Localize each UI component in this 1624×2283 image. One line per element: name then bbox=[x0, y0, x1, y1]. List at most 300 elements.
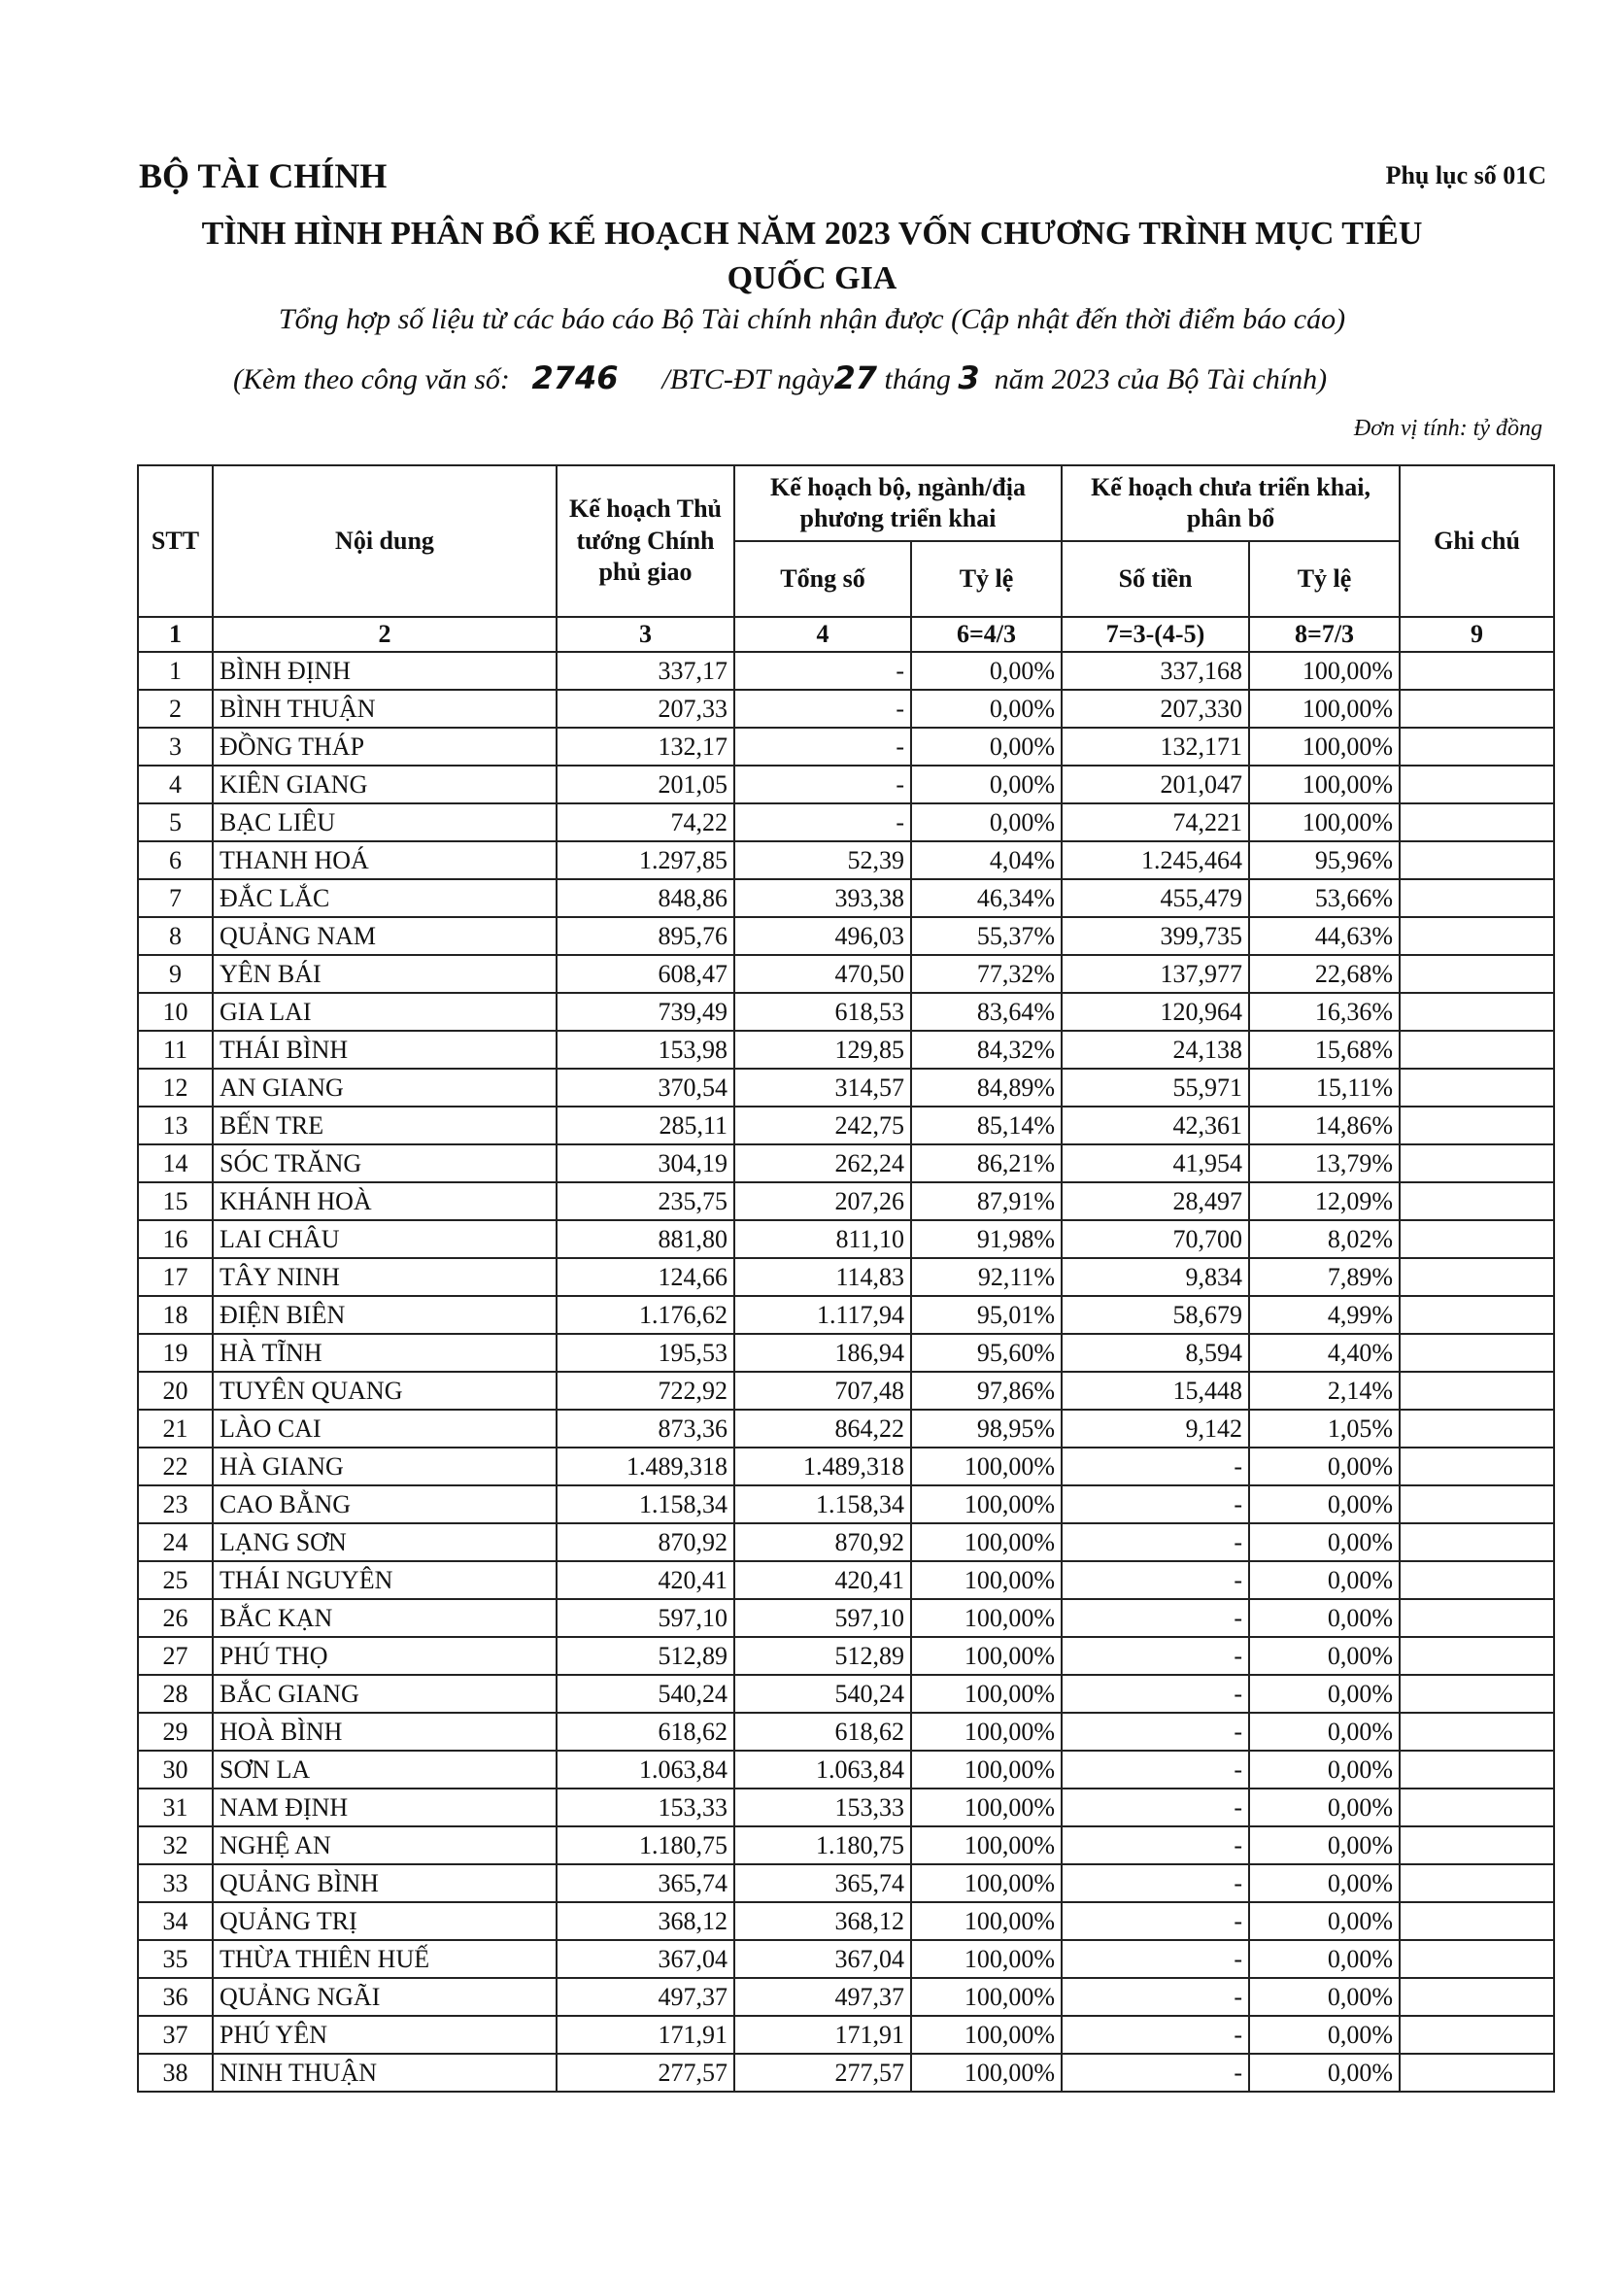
cell-province: TÂY NINH bbox=[213, 1258, 557, 1296]
cell-deployed-ratio: 100,00% bbox=[911, 1940, 1062, 1978]
cell-deployed-total: 1.063,84 bbox=[734, 1751, 911, 1789]
cell-deployed-total: 367,04 bbox=[734, 1940, 911, 1978]
table-row bbox=[138, 1069, 1554, 1107]
cell-province: THÁI NGUYÊN bbox=[213, 1561, 557, 1599]
cell-stt: 5 bbox=[138, 803, 213, 841]
table-row bbox=[138, 1334, 1554, 1372]
cell-note bbox=[1400, 728, 1554, 766]
cell-undeployed-amount: 132,171 bbox=[1062, 728, 1249, 766]
cell-note bbox=[1400, 652, 1554, 690]
cell-note bbox=[1400, 1031, 1554, 1069]
cell-deployed-ratio: 55,37% bbox=[911, 917, 1062, 955]
cell-plan: 873,36 bbox=[557, 1410, 734, 1448]
cell-plan: 618,62 bbox=[557, 1713, 734, 1751]
cell-undeployed-ratio: 0,00% bbox=[1249, 1789, 1400, 1826]
column-index: 2 bbox=[213, 617, 557, 652]
cell-note bbox=[1400, 803, 1554, 841]
cell-undeployed-ratio: 0,00% bbox=[1249, 1448, 1400, 1485]
cell-undeployed-amount: - bbox=[1062, 1751, 1249, 1789]
cell-undeployed-ratio: 0,00% bbox=[1249, 1485, 1400, 1523]
cell-deployed-ratio: 100,00% bbox=[911, 1978, 1062, 2016]
cell-plan: 1.489,318 bbox=[557, 1448, 734, 1485]
cell-plan: 512,89 bbox=[557, 1637, 734, 1675]
cell-undeployed-ratio: 100,00% bbox=[1249, 803, 1400, 841]
cell-deployed-total: 1.117,94 bbox=[734, 1296, 911, 1334]
cell-deployed-total: - bbox=[734, 652, 911, 690]
cell-deployed-ratio: 85,14% bbox=[911, 1107, 1062, 1144]
cell-stt: 32 bbox=[138, 1826, 213, 1864]
cell-province: BÌNH ĐỊNH bbox=[213, 652, 557, 690]
cell-province: BẮC KẠN bbox=[213, 1599, 557, 1637]
cell-stt: 14 bbox=[138, 1144, 213, 1182]
cell-undeployed-amount: - bbox=[1062, 2016, 1249, 2054]
cell-stt: 22 bbox=[138, 1448, 213, 1485]
cell-deployed-total: 1.489,318 bbox=[734, 1448, 911, 1485]
cell-stt: 11 bbox=[138, 1031, 213, 1069]
cell-plan: 870,92 bbox=[557, 1523, 734, 1561]
cell-province: QUẢNG TRỊ bbox=[213, 1902, 557, 1940]
cell-deployed-ratio: 91,98% bbox=[911, 1220, 1062, 1258]
appendix-label: Phụ lục số 01C bbox=[1385, 161, 1546, 189]
cell-deployed-total: 52,39 bbox=[734, 841, 911, 879]
cell-deployed-total: 811,10 bbox=[734, 1220, 911, 1258]
cell-undeployed-amount: - bbox=[1062, 1978, 1249, 2016]
cell-undeployed-amount: 1.245,464 bbox=[1062, 841, 1249, 879]
cell-stt: 19 bbox=[138, 1334, 213, 1372]
cell-plan: 207,33 bbox=[557, 690, 734, 728]
cell-undeployed-ratio: 100,00% bbox=[1249, 690, 1400, 728]
table-row bbox=[138, 993, 1554, 1031]
cell-stt: 1 bbox=[138, 652, 213, 690]
document-title-line2: QUỐC GIA bbox=[727, 260, 897, 296]
cell-stt: 10 bbox=[138, 993, 213, 1031]
cell-deployed-total: 496,03 bbox=[734, 917, 911, 955]
cell-deployed-ratio: 46,34% bbox=[911, 879, 1062, 917]
header-plan: Kế hoạch Thủ tướng Chính phủ giao bbox=[557, 465, 734, 617]
cell-note bbox=[1400, 917, 1554, 955]
cell-province: ĐỒNG THÁP bbox=[213, 728, 557, 766]
cell-deployed-total: 1.180,75 bbox=[734, 1826, 911, 1864]
cell-note bbox=[1400, 1523, 1554, 1561]
cell-province: BẠC LIÊU bbox=[213, 803, 557, 841]
cell-note bbox=[1400, 1637, 1554, 1675]
cell-undeployed-ratio: 0,00% bbox=[1249, 1864, 1400, 1902]
cell-undeployed-ratio: 0,00% bbox=[1249, 2016, 1400, 2054]
cell-stt: 20 bbox=[138, 1372, 213, 1410]
cell-deployed-total: 242,75 bbox=[734, 1107, 911, 1144]
cell-undeployed-ratio: 0,00% bbox=[1249, 1637, 1400, 1675]
cell-deployed-ratio: 100,00% bbox=[911, 1789, 1062, 1826]
table-row bbox=[138, 766, 1554, 803]
cell-undeployed-ratio: 0,00% bbox=[1249, 1940, 1400, 1978]
table-row bbox=[138, 1561, 1554, 1599]
cell-plan: 895,76 bbox=[557, 917, 734, 955]
cell-deployed-total: 420,41 bbox=[734, 1561, 911, 1599]
cell-deployed-ratio: 100,00% bbox=[911, 1826, 1062, 1864]
cell-note bbox=[1400, 841, 1554, 879]
cell-stt: 26 bbox=[138, 1599, 213, 1637]
column-index-row bbox=[138, 617, 1554, 652]
table-row bbox=[138, 1372, 1554, 1410]
cell-undeployed-ratio: 14,86% bbox=[1249, 1107, 1400, 1144]
table-row bbox=[138, 1182, 1554, 1220]
cell-undeployed-ratio: 12,09% bbox=[1249, 1182, 1400, 1220]
cell-province: ĐẮC LẮC bbox=[213, 879, 557, 917]
cell-deployed-total: 1.158,34 bbox=[734, 1485, 911, 1523]
cell-undeployed-ratio: 15,11% bbox=[1249, 1069, 1400, 1107]
header-deployed: Kế hoạch bộ, ngành/địa phương triển khai bbox=[734, 465, 1062, 541]
cell-undeployed-amount: 70,700 bbox=[1062, 1220, 1249, 1258]
cell-deployed-ratio: 84,89% bbox=[911, 1069, 1062, 1107]
cell-stt: 6 bbox=[138, 841, 213, 879]
column-index: 1 bbox=[138, 617, 213, 652]
cell-undeployed-ratio: 44,63% bbox=[1249, 917, 1400, 955]
cell-deployed-total: 870,92 bbox=[734, 1523, 911, 1561]
cell-undeployed-amount: - bbox=[1062, 2054, 1249, 2092]
cell-plan: 195,53 bbox=[557, 1334, 734, 1372]
table-row bbox=[138, 1258, 1554, 1296]
cell-province: THỪA THIÊN HUẾ bbox=[213, 1940, 557, 1978]
header-deployed-total: Tổng số bbox=[734, 541, 911, 617]
cell-undeployed-amount: 8,594 bbox=[1062, 1334, 1249, 1372]
cell-stt: 30 bbox=[138, 1751, 213, 1789]
cell-province: GIA LAI bbox=[213, 993, 557, 1031]
cell-province: PHÚ YÊN bbox=[213, 2016, 557, 2054]
cell-plan: 848,86 bbox=[557, 879, 734, 917]
cell-note bbox=[1400, 1789, 1554, 1826]
cell-deployed-total: - bbox=[734, 803, 911, 841]
cell-undeployed-amount: - bbox=[1062, 1448, 1249, 1485]
cell-province: HOÀ BÌNH bbox=[213, 1713, 557, 1751]
cell-plan: 881,80 bbox=[557, 1220, 734, 1258]
cell-plan: 124,66 bbox=[557, 1258, 734, 1296]
header-undeployed-ratio: Tỷ lệ bbox=[1249, 541, 1400, 617]
cell-stt: 37 bbox=[138, 2016, 213, 2054]
cell-deployed-total: 129,85 bbox=[734, 1031, 911, 1069]
cell-deployed-ratio: 97,86% bbox=[911, 1372, 1062, 1410]
cell-note bbox=[1400, 993, 1554, 1031]
cell-deployed-total: 707,48 bbox=[734, 1372, 911, 1410]
cell-plan: 153,98 bbox=[557, 1031, 734, 1069]
table-row bbox=[138, 1296, 1554, 1334]
column-index: 8=7/3 bbox=[1249, 617, 1400, 652]
cell-stt: 29 bbox=[138, 1713, 213, 1751]
cell-deployed-ratio: 100,00% bbox=[911, 1637, 1062, 1675]
cell-province: NINH THUẬN bbox=[213, 2054, 557, 2092]
column-index: 4 bbox=[734, 617, 911, 652]
cell-note bbox=[1400, 1107, 1554, 1144]
cell-note bbox=[1400, 1826, 1554, 1864]
cell-undeployed-ratio: 4,40% bbox=[1249, 1334, 1400, 1372]
cell-province: LẠNG SƠN bbox=[213, 1523, 557, 1561]
cell-note bbox=[1400, 1940, 1554, 1978]
cell-undeployed-amount: 58,679 bbox=[1062, 1296, 1249, 1334]
cell-undeployed-ratio: 0,00% bbox=[1249, 1751, 1400, 1789]
cell-stt: 31 bbox=[138, 1789, 213, 1826]
cell-stt: 8 bbox=[138, 917, 213, 955]
cell-province: BẾN TRE bbox=[213, 1107, 557, 1144]
header-content: Nội dung bbox=[213, 465, 557, 617]
cell-undeployed-amount: 399,735 bbox=[1062, 917, 1249, 955]
table-row bbox=[138, 1523, 1554, 1561]
cell-deployed-total: 864,22 bbox=[734, 1410, 911, 1448]
cell-province: HÀ GIANG bbox=[213, 1448, 557, 1485]
cell-deployed-ratio: 95,60% bbox=[911, 1334, 1062, 1372]
cell-deployed-total: 314,57 bbox=[734, 1069, 911, 1107]
cell-deployed-total: - bbox=[734, 690, 911, 728]
cell-undeployed-amount: 137,977 bbox=[1062, 955, 1249, 993]
cell-note bbox=[1400, 1864, 1554, 1902]
cell-province: NGHỆ AN bbox=[213, 1826, 557, 1864]
cell-undeployed-amount: 74,221 bbox=[1062, 803, 1249, 841]
cell-plan: 739,49 bbox=[557, 993, 734, 1031]
header-deployed-ratio: Tỷ lệ bbox=[911, 541, 1062, 617]
cell-deployed-ratio: 0,00% bbox=[911, 766, 1062, 803]
cell-undeployed-amount: 55,971 bbox=[1062, 1069, 1249, 1107]
table-row bbox=[138, 1637, 1554, 1675]
cell-undeployed-ratio: 0,00% bbox=[1249, 2054, 1400, 2092]
cell-plan: 171,91 bbox=[557, 2016, 734, 2054]
cell-plan: 370,54 bbox=[557, 1069, 734, 1107]
cell-undeployed-amount: 455,479 bbox=[1062, 879, 1249, 917]
cell-note bbox=[1400, 1069, 1554, 1107]
cell-note bbox=[1400, 766, 1554, 803]
cell-undeployed-amount: - bbox=[1062, 1789, 1249, 1826]
cell-stt: 27 bbox=[138, 1637, 213, 1675]
cell-province: QUẢNG NGÃI bbox=[213, 1978, 557, 2016]
cell-deployed-ratio: 4,04% bbox=[911, 841, 1062, 879]
cell-note bbox=[1400, 1144, 1554, 1182]
cell-stt: 38 bbox=[138, 2054, 213, 2092]
cell-stt: 23 bbox=[138, 1485, 213, 1523]
cell-plan: 367,04 bbox=[557, 1940, 734, 1978]
cell-undeployed-ratio: 1,05% bbox=[1249, 1410, 1400, 1448]
cell-deployed-ratio: 98,95% bbox=[911, 1410, 1062, 1448]
table-row bbox=[138, 1107, 1554, 1144]
cell-undeployed-amount: 9,142 bbox=[1062, 1410, 1249, 1448]
cell-note bbox=[1400, 1220, 1554, 1258]
cell-deployed-ratio: 77,32% bbox=[911, 955, 1062, 993]
table-row bbox=[138, 1751, 1554, 1789]
cell-stt: 33 bbox=[138, 1864, 213, 1902]
column-index: 3 bbox=[557, 617, 734, 652]
cell-plan: 1.176,62 bbox=[557, 1296, 734, 1334]
table-row bbox=[138, 1220, 1554, 1258]
attach-mid: /BTC-ĐT ngày bbox=[661, 363, 834, 395]
cell-province: YÊN BÁI bbox=[213, 955, 557, 993]
cell-note bbox=[1400, 1751, 1554, 1789]
cell-plan: 285,11 bbox=[557, 1107, 734, 1144]
cell-deployed-ratio: 0,00% bbox=[911, 652, 1062, 690]
cell-deployed-ratio: 87,91% bbox=[911, 1182, 1062, 1220]
cell-note bbox=[1400, 879, 1554, 917]
cell-note bbox=[1400, 1485, 1554, 1523]
cell-plan: 337,17 bbox=[557, 652, 734, 690]
cell-province: QUẢNG BÌNH bbox=[213, 1864, 557, 1902]
cell-plan: 365,74 bbox=[557, 1864, 734, 1902]
cell-plan: 277,57 bbox=[557, 2054, 734, 2092]
cell-deployed-ratio: 100,00% bbox=[911, 1864, 1062, 1902]
cell-province: SÓC TRĂNG bbox=[213, 1144, 557, 1182]
cell-deployed-ratio: 0,00% bbox=[911, 803, 1062, 841]
cell-undeployed-ratio: 100,00% bbox=[1249, 652, 1400, 690]
cell-province: LAI CHÂU bbox=[213, 1220, 557, 1258]
cell-note bbox=[1400, 1182, 1554, 1220]
cell-plan: 235,75 bbox=[557, 1182, 734, 1220]
cell-note bbox=[1400, 1410, 1554, 1448]
cell-stt: 16 bbox=[138, 1220, 213, 1258]
cell-deployed-ratio: 100,00% bbox=[911, 1448, 1062, 1485]
table-row bbox=[138, 879, 1554, 917]
cell-stt: 13 bbox=[138, 1107, 213, 1144]
cell-deployed-ratio: 0,00% bbox=[911, 728, 1062, 766]
cell-deployed-ratio: 100,00% bbox=[911, 2016, 1062, 2054]
cell-province: NAM ĐỊNH bbox=[213, 1789, 557, 1826]
cell-undeployed-amount: - bbox=[1062, 1561, 1249, 1599]
cell-stt: 36 bbox=[138, 1978, 213, 2016]
cell-undeployed-ratio: 0,00% bbox=[1249, 1675, 1400, 1713]
table-row bbox=[138, 917, 1554, 955]
cell-undeployed-amount: - bbox=[1062, 1637, 1249, 1675]
cell-undeployed-amount: 41,954 bbox=[1062, 1144, 1249, 1182]
cell-deployed-ratio: 100,00% bbox=[911, 1902, 1062, 1940]
cell-plan: 420,41 bbox=[557, 1561, 734, 1599]
cell-undeployed-amount: - bbox=[1062, 1940, 1249, 1978]
cell-undeployed-ratio: 0,00% bbox=[1249, 1523, 1400, 1561]
cell-province: SƠN LA bbox=[213, 1751, 557, 1789]
cell-undeployed-amount: - bbox=[1062, 1485, 1249, 1523]
cell-stt: 17 bbox=[138, 1258, 213, 1296]
cell-stt: 18 bbox=[138, 1296, 213, 1334]
cell-deployed-ratio: 92,11% bbox=[911, 1258, 1062, 1296]
cell-note bbox=[1400, 1599, 1554, 1637]
cell-undeployed-amount: 42,361 bbox=[1062, 1107, 1249, 1144]
table-row bbox=[138, 1485, 1554, 1523]
cell-note bbox=[1400, 1448, 1554, 1485]
cell-province: BÌNH THUẬN bbox=[213, 690, 557, 728]
column-index: 7=3-(4-5) bbox=[1062, 617, 1249, 652]
cell-undeployed-ratio: 0,00% bbox=[1249, 1561, 1400, 1599]
cell-deployed-total: 618,53 bbox=[734, 993, 911, 1031]
cell-plan: 304,19 bbox=[557, 1144, 734, 1182]
cell-deployed-ratio: 100,00% bbox=[911, 1599, 1062, 1637]
table-row bbox=[138, 955, 1554, 993]
cell-undeployed-ratio: 2,14% bbox=[1249, 1372, 1400, 1410]
table-row bbox=[138, 690, 1554, 728]
cell-province: LÀO CAI bbox=[213, 1410, 557, 1448]
cell-undeployed-amount: 337,168 bbox=[1062, 652, 1249, 690]
cell-undeployed-ratio: 0,00% bbox=[1249, 1713, 1400, 1751]
cell-plan: 368,12 bbox=[557, 1902, 734, 1940]
cell-province: TUYÊN QUANG bbox=[213, 1372, 557, 1410]
cell-undeployed-amount: - bbox=[1062, 1826, 1249, 1864]
header-note: Ghi chú bbox=[1400, 465, 1554, 617]
table-row bbox=[138, 1864, 1554, 1902]
header-undeployed-amount: Số tiền bbox=[1062, 541, 1249, 617]
cell-note bbox=[1400, 690, 1554, 728]
cell-undeployed-ratio: 8,02% bbox=[1249, 1220, 1400, 1258]
cell-province: ĐIỆN BIÊN bbox=[213, 1296, 557, 1334]
cell-deployed-total: 512,89 bbox=[734, 1637, 911, 1675]
cell-deployed-ratio: 100,00% bbox=[911, 1751, 1062, 1789]
cell-plan: 1.180,75 bbox=[557, 1826, 734, 1864]
cell-deployed-ratio: 100,00% bbox=[911, 1523, 1062, 1561]
cell-stt: 7 bbox=[138, 879, 213, 917]
cell-plan: 608,47 bbox=[557, 955, 734, 993]
cell-stt: 34 bbox=[138, 1902, 213, 1940]
table-row bbox=[138, 652, 1554, 690]
table-row bbox=[138, 1713, 1554, 1751]
attach-prefix: (Kèm theo công văn số: bbox=[233, 363, 510, 395]
cell-undeployed-amount: 9,834 bbox=[1062, 1258, 1249, 1296]
cell-deployed-ratio: 100,00% bbox=[911, 1485, 1062, 1523]
table-row bbox=[138, 1448, 1554, 1485]
cell-deployed-ratio: 100,00% bbox=[911, 1675, 1062, 1713]
cell-stt: 28 bbox=[138, 1675, 213, 1713]
unit-label: Đơn vị tính: tỷ đồng bbox=[1353, 416, 1542, 441]
cell-undeployed-amount: 28,497 bbox=[1062, 1182, 1249, 1220]
cell-plan: 597,10 bbox=[557, 1599, 734, 1637]
cell-province: AN GIANG bbox=[213, 1069, 557, 1107]
cell-undeployed-amount: - bbox=[1062, 1864, 1249, 1902]
cell-deployed-total: - bbox=[734, 728, 911, 766]
cell-province: THANH HOÁ bbox=[213, 841, 557, 879]
cell-note bbox=[1400, 1334, 1554, 1372]
cell-undeployed-ratio: 7,89% bbox=[1249, 1258, 1400, 1296]
cell-note bbox=[1400, 1902, 1554, 1940]
cell-province: THÁI BÌNH bbox=[213, 1031, 557, 1069]
attach-month-label: tháng bbox=[884, 363, 951, 395]
header-stt: STT bbox=[138, 465, 213, 617]
cell-undeployed-amount: - bbox=[1062, 1599, 1249, 1637]
cell-stt: 21 bbox=[138, 1410, 213, 1448]
cell-undeployed-amount: 201,047 bbox=[1062, 766, 1249, 803]
ministry-name: BỘ TÀI CHÍNH bbox=[139, 156, 388, 195]
document-title-line1: TÌNH HÌNH PHÂN BỔ KẾ HOẠCH NĂM 2023 VỐN CHƯƠNG TRÌNH MỤC TIÊU bbox=[201, 216, 1423, 252]
column-index: 9 bbox=[1400, 617, 1554, 652]
cell-stt: 2 bbox=[138, 690, 213, 728]
handwritten-doc-number: 2746 bbox=[531, 359, 619, 396]
cell-deployed-ratio: 100,00% bbox=[911, 1561, 1062, 1599]
cell-province: KIÊN GIANG bbox=[213, 766, 557, 803]
table-row bbox=[138, 1940, 1554, 1978]
allocation-table bbox=[137, 464, 1555, 2093]
handwritten-day: 27 bbox=[833, 359, 877, 396]
table-row bbox=[138, 841, 1554, 879]
cell-province: KHÁNH HOÀ bbox=[213, 1182, 557, 1220]
cell-undeployed-ratio: 13,79% bbox=[1249, 1144, 1400, 1182]
cell-note bbox=[1400, 2016, 1554, 2054]
cell-deployed-total: 618,62 bbox=[734, 1713, 911, 1751]
document-subtitle: Tổng hợp số liệu từ các báo cáo Bộ Tài chính nhận được (Cập nhật đến thời điểm báo cáo) bbox=[278, 303, 1346, 335]
cell-deployed-ratio: 83,64% bbox=[911, 993, 1062, 1031]
cell-plan: 201,05 bbox=[557, 766, 734, 803]
cell-province: QUẢNG NAM bbox=[213, 917, 557, 955]
cell-deployed-ratio: 95,01% bbox=[911, 1296, 1062, 1334]
table-body bbox=[138, 652, 1554, 2092]
cell-undeployed-ratio: 100,00% bbox=[1249, 728, 1400, 766]
cell-plan: 1.158,34 bbox=[557, 1485, 734, 1523]
cell-note bbox=[1400, 1713, 1554, 1751]
cell-deployed-total: 393,38 bbox=[734, 879, 911, 917]
cell-deployed-total: 186,94 bbox=[734, 1334, 911, 1372]
cell-stt: 35 bbox=[138, 1940, 213, 1978]
cell-undeployed-amount: 207,330 bbox=[1062, 690, 1249, 728]
cell-deployed-ratio: 86,21% bbox=[911, 1144, 1062, 1182]
cell-note bbox=[1400, 2054, 1554, 2092]
cell-undeployed-ratio: 0,00% bbox=[1249, 1826, 1400, 1864]
cell-deployed-ratio: 84,32% bbox=[911, 1031, 1062, 1069]
